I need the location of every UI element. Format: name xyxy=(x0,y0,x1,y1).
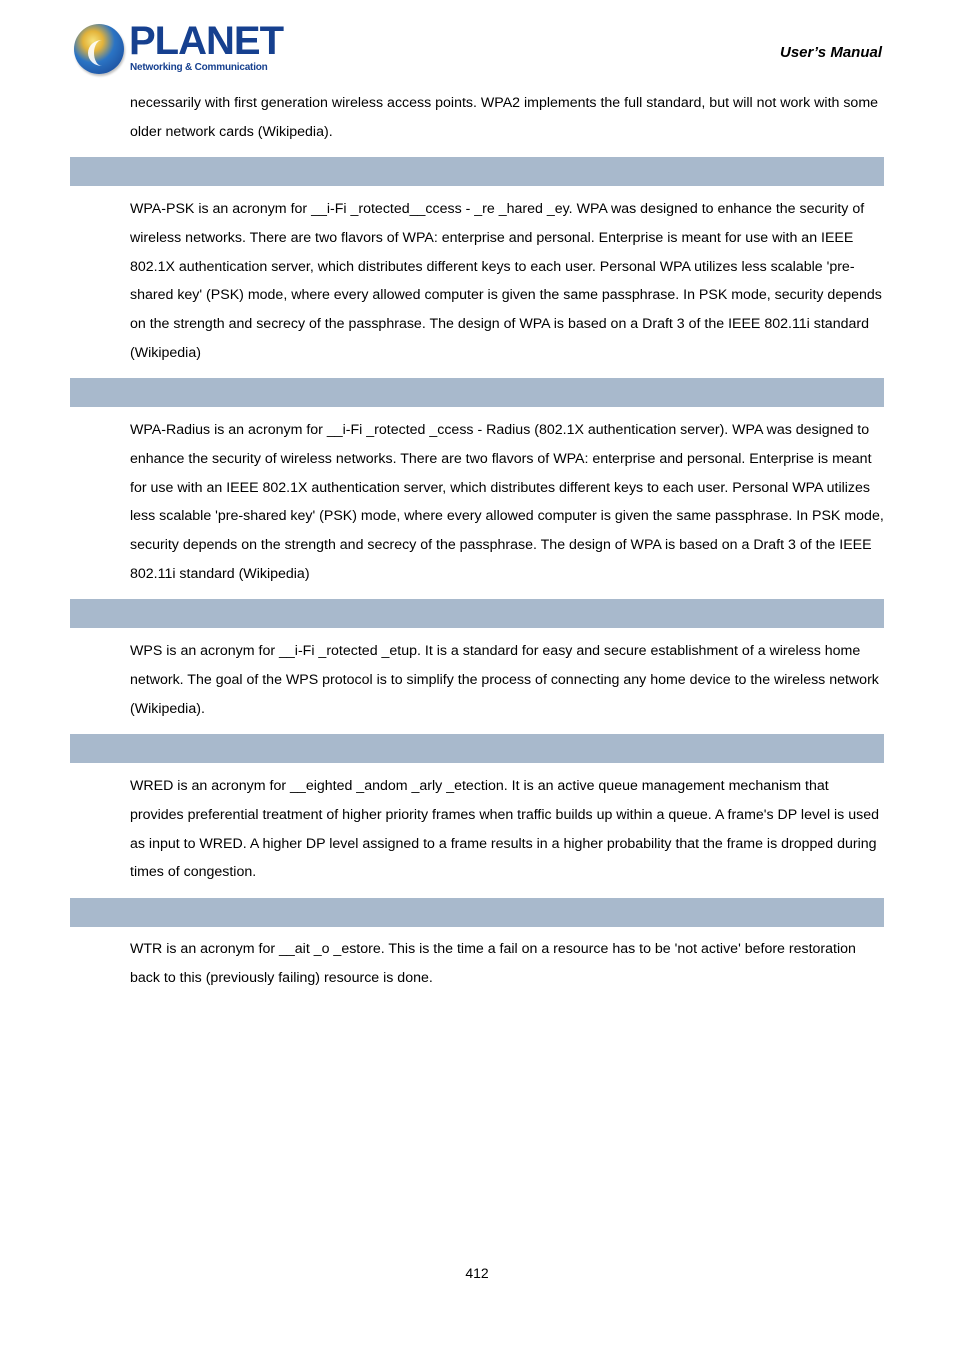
section-heading-bar xyxy=(70,599,884,628)
brand-name: PLANET xyxy=(129,19,283,63)
intro-paragraph: necessarily with first generation wireless access points. WPA2 implements the full standard, but will not work with some older network cards (Wikipedia). xyxy=(130,95,879,140)
section-heading-bar xyxy=(70,157,884,186)
wpa-psk-paragraph: WPA-PSK is an acronym for __i-Fi _rotected__ccess - _re _hared _ey. WPA was designed to enhance the security of wireless networks. There are two flavors of WPA: enterprise and personal. Enterprise is meant for use with an IEEE 802.1X authentication server, which distributes different keys to each user. Personal WPA utilizes less scalable 'pre-shared key' (PSK) mode, where every allowed computer is given the same passphrase. In PSK mode, security depends on the strength and secrecy of the passphrase. The design of WPA is based on a Draft 3 of the IEEE 802.11i standard (Wikipedia) xyxy=(130,201,882,361)
page-number: 412 xyxy=(465,1265,489,1281)
planet-logo xyxy=(74,19,283,78)
brand-tagline: Networking & Communication xyxy=(130,62,268,73)
section-heading-bar xyxy=(70,898,884,927)
globe-icon xyxy=(74,24,124,74)
wtr-paragraph: WTR is an acronym for __ait _o _estore. This is the time a fail on a resource has to be 'not active' before restoration back to this (previously failing) resource is done. xyxy=(130,941,856,986)
section-heading-bar xyxy=(70,378,884,407)
section-heading-bar xyxy=(70,734,884,763)
wred-paragraph: WRED is an acronym for __eighted _andom _arly _etection. It is an active queue management mechanism that provides preferential treatment of higher priority frames when traffic builds up within a queue. A frame's DP level is used as input to WRED. A higher DP level assigned to a frame results in a higher probability that the frame is dropped during times of congestion. xyxy=(130,778,879,881)
wpa-radius-paragraph: WPA-Radius is an acronym for __i-Fi _rotected _ccess - Radius (802.1X authentication server). WPA was designed to enhance the security of wireless networks. There are two flavors of WPA: enterprise and personal. Enterprise is meant for use with an IEEE 802.1X authentication server, which distributes different keys to each user. Personal WPA utilizes less scalable 'pre-shared key' (PSK) mode, where every allowed computer is given the same passphrase. In PSK mode, security depends on the strength and secrecy of the passphrase. The design of WPA is based on a Draft 3 of the IEEE 802.11i standard (Wikipedia) xyxy=(130,422,884,582)
wps-paragraph: WPS is an acronym for __i-Fi _rotected _etup. It is a standard for easy and secure establishment of a wireless home network. The goal of the WPS protocol is to simplify the process of connecting any home device to the wireless network (Wikipedia). xyxy=(130,643,879,717)
manual-title: User’s Manual xyxy=(780,44,882,61)
